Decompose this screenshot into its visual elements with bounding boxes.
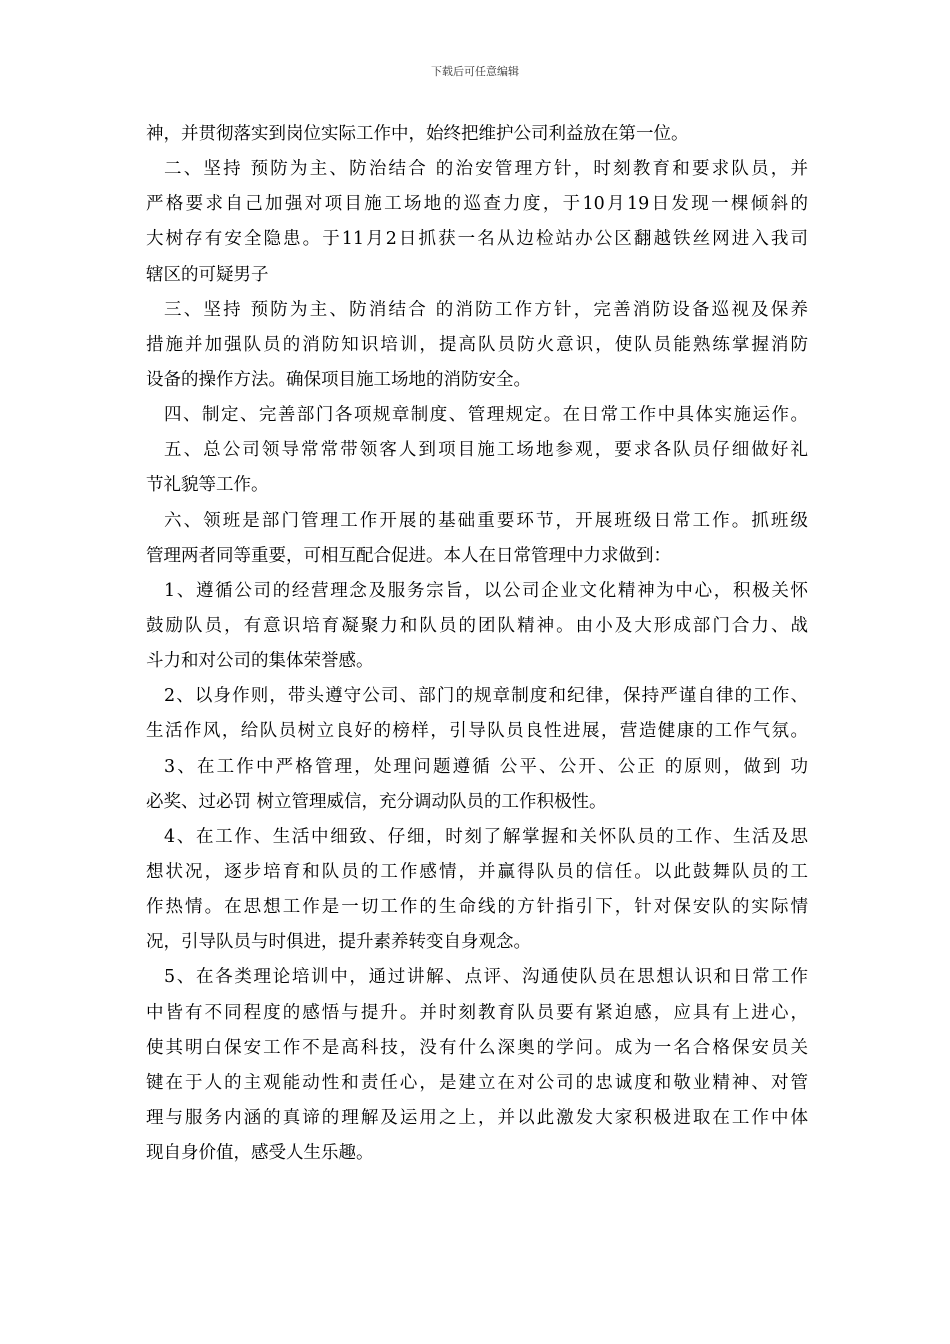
text-line: 斗力和对公司的集体荣誉感。 [146,651,374,672]
paragraph-start-line: 1、遵循公司的经营理念及服务宗旨，以公司企业文化精神为中心，积极关怀 [164,580,808,601]
document-body [146,117,808,1171]
text-line: 况，引导队员与时俱进，提升素养转变自身观念。 [146,932,531,953]
text-line: 节礼貌等工作。 [146,475,269,496]
text-line: 辖区的可疑男子 [146,264,269,285]
text-line: 严格要求自己加强对项目施工场地的巡查力度，于10月19日发现一棵倾斜的 [146,194,808,215]
text-line: 键在于人的主观能动性和责任心，是建立在对公司的忠诚度和敬业精神、对管 [146,1072,808,1093]
text-line: 想状况，逐步培育和队员的工作感情，并赢得队员的信任。以此鼓舞队员的工 [146,861,808,882]
text-line: 设备的操作方法。确保项目施工场地的消防安全。 [146,369,531,390]
paragraph-start-line: 4、在工作、生活中细致、仔细，时刻了解掌握和关怀队员的工作、生活及思 [164,826,808,847]
paragraph-start-line: 六、领班是部门管理工作开展的基础重要环节，开展班级日常工作。抓班级 [164,510,808,531]
text-line: 生活作风，给队员树立良好的榜样，引导队员良性进展，营造健康的工作气氛。 [146,721,808,742]
paragraph-start-line: 5、在各类理论培训中，通过讲解、点评、沟通使队员在思想认识和日常工作 [164,967,808,988]
text-line: 管理两者同等重要，可相互配合促进。本人在日常管理中力求做到： [146,545,671,566]
paragraph-start-line: 3、在工作中严格管理，处理问题遵循 公平、公开、公正 的原则，做到 功 [164,756,808,777]
text-line: 鼓励队员，有意识培育凝聚力和队员的团队精神。由小及大形成部门合力、战 [146,615,808,636]
text-line: 必奖、过必罚 树立管理威信，充分调动队员的工作积极性。 [146,791,607,812]
text-line: 使其明白保安工作不是高科技，没有什么深奥的学问。成为一名合格保安员关 [146,1037,808,1058]
text-line: 作热情。在思想工作是一切工作的生命线的方针指引下，针对保安队的实际情 [146,897,808,918]
paragraph-start-line: 五、总公司领导常常带领客人到项目施工场地参观，要求各队员仔细做好礼 [164,440,808,461]
text-line: 现自身价值，感受人生乐趣。 [146,1143,374,1164]
page-header: 下载后可任意编辑 [431,65,519,78]
text-line: 措施并加强队员的消防知识培训，提高队员防火意识，使队员能熟练掌握消防 [146,334,808,355]
text-line: 大树存有安全隐患。于11月2日抓获一名从边检站办公区翻越铁丝网进入我司 [146,229,808,250]
text-line: 理与服务内涵的真谛的理解及运用之上，并以此激发大家积极进取在工作中体 [146,1107,808,1128]
paragraph-start-line: 三、坚持 预防为主、防消结合 的消防工作方针，完善消防设备巡视及保养 [164,299,808,320]
text-line: 神，并贯彻落实到岗位实际工作中，始终把维护公司利益放在第一位。 [146,124,689,144]
paragraph-start-line: 2、以身作则，带头遵守公司、部门的规章制度和纪律，保持严谨自律的工作、 [164,686,808,707]
paragraph-start-line: 四、制定、完善部门各项规章制度、管理规定。在日常工作中具体实施运作。 [164,405,808,426]
text-line: 中皆有不同程度的感悟与提升。并时刻教育队员要有紧迫感，应具有上进心， [146,1002,808,1023]
paragraph-start-line: 二、坚持 预防为主、防治结合 的治安管理方针，时刻教育和要求队员，并 [164,159,808,180]
